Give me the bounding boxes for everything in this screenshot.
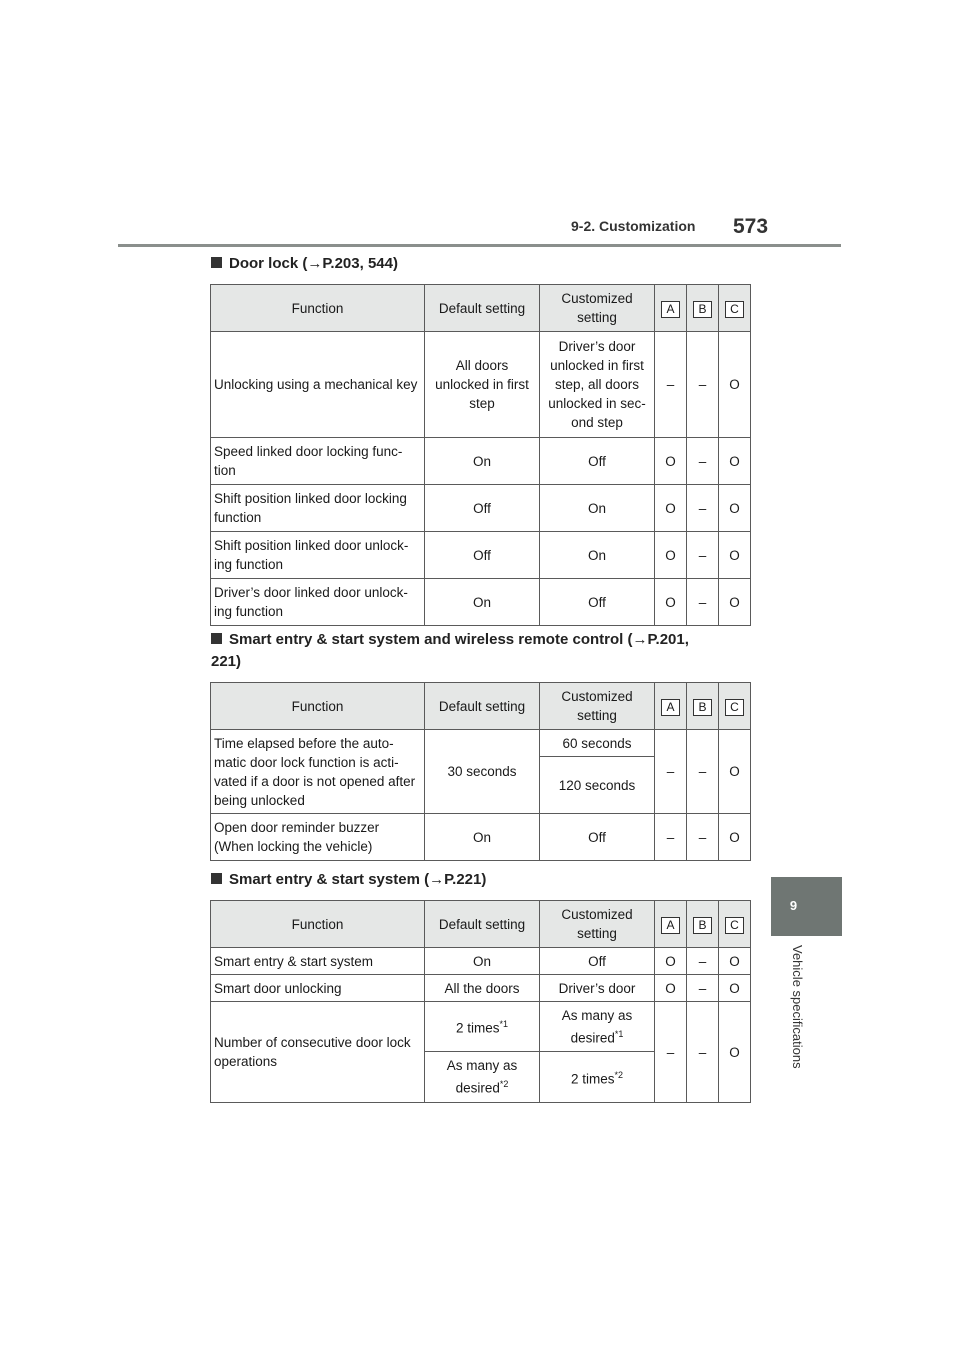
default-cell: 2 times$^{*1}$ [425, 1002, 540, 1052]
a-cell: O [655, 975, 687, 1002]
a-cell: O [655, 438, 687, 485]
c-cell: O [719, 332, 751, 438]
table-header-row [211, 901, 751, 948]
door-lock-table [210, 284, 751, 626]
smart-entry-table [210, 900, 751, 1103]
col-c-label: C [725, 699, 744, 716]
a-cell: – [655, 814, 687, 861]
function-cell: Number of consecutive door lock operations [211, 1002, 425, 1103]
default-cell: On [425, 814, 540, 861]
customized-cell: On [540, 485, 655, 532]
table-header-row [211, 683, 751, 730]
col-a-label: A [661, 917, 680, 934]
col-default: Default setting [425, 683, 540, 730]
customized-cell: Driver’s door unlocked in first step, all doors unlocked in sec- ond step [540, 332, 655, 438]
function-cell: Smart door unlocking [211, 975, 425, 1002]
customized-cell: On [540, 532, 655, 579]
b-cell: – [687, 485, 719, 532]
col-c-label: C [725, 917, 744, 934]
table-header-row [211, 285, 751, 332]
col-c-label: C [725, 301, 744, 318]
col-customized: Customized setting [540, 285, 655, 332]
footnote-marker: *2 [614, 1069, 624, 1080]
footnote-marker: *1 [499, 1019, 509, 1030]
section-title-smart-entry: Smart entry & start system (→P.221) [211, 869, 486, 891]
customized-cell: Off [540, 579, 655, 626]
customized-cell: 60 seconds [540, 730, 655, 757]
col-b-label: B [693, 301, 712, 318]
c-cell: O [719, 485, 751, 532]
function-cell: Open door reminder buzzer (When locking the vehicle) [211, 814, 425, 861]
section-title-smart-entry-remote: Smart entry & start system and wireless remote control (→P.201, 221) [211, 631, 689, 670]
table-row [211, 532, 751, 579]
chapter-tab-label: Vehicle specifications [790, 945, 805, 1069]
b-cell: – [687, 579, 719, 626]
bullet-square-icon [211, 257, 222, 268]
c-cell: O [719, 532, 751, 579]
footnote-marker: *2 [499, 1079, 509, 1090]
a-cell: – [655, 1002, 687, 1103]
table-row [211, 730, 751, 757]
b-cell: – [687, 532, 719, 579]
b-cell: – [687, 975, 719, 1002]
b-cell: – [687, 730, 719, 814]
a-cell: O [655, 532, 687, 579]
customized-cell: Off [540, 814, 655, 861]
b-cell: – [687, 948, 719, 975]
b-cell: – [687, 1002, 719, 1103]
table-row [211, 332, 751, 438]
b-cell: – [687, 438, 719, 485]
table-row [211, 975, 751, 1002]
bullet-square-icon [211, 633, 222, 644]
default-cell: On [425, 438, 540, 485]
col-a-label: A [661, 301, 680, 318]
default-cell: All the doors [425, 975, 540, 1002]
c-cell: O [719, 1002, 751, 1103]
section-title-door-lock: Door lock (→P.203, 544) [211, 253, 398, 275]
col-function: Function [211, 285, 425, 332]
function-cell: Shift position linked door unlock- ing function [211, 532, 425, 579]
customized-cell: Driver’s door [540, 975, 655, 1002]
function-cell: Driver’s door linked door unlock- ing function [211, 579, 425, 626]
function-cell: Shift position linked door locking function [211, 485, 425, 532]
default-cell: On [425, 948, 540, 975]
a-cell: O [655, 485, 687, 532]
function-cell: Time elapsed before the auto- matic door lock function is acti- vated if a door is not opened after being unlocked [211, 730, 425, 814]
header-rule [118, 244, 841, 247]
c-cell: O [719, 814, 751, 861]
col-function: Function [211, 683, 425, 730]
table-row [211, 485, 751, 532]
default-cell: Off [425, 532, 540, 579]
header-section-title: 9-2. Customization [571, 218, 696, 234]
col-function: Function [211, 901, 425, 948]
b-cell: – [687, 332, 719, 438]
customized-cell: Off [540, 438, 655, 485]
table-row [211, 1002, 751, 1052]
table-row [211, 948, 751, 975]
function-cell: Smart entry & start system [211, 948, 425, 975]
c-cell: O [719, 948, 751, 975]
default-cell: All doors unlocked in first step [425, 332, 540, 438]
a-cell: – [655, 332, 687, 438]
c-cell: O [719, 438, 751, 485]
a-cell: O [655, 579, 687, 626]
a-cell: O [655, 948, 687, 975]
default-cell: 30 seconds [425, 730, 540, 814]
col-customized: Customized setting [540, 683, 655, 730]
customized-cell: 120 seconds [540, 757, 655, 814]
footnote-marker: *1 [614, 1028, 624, 1039]
b-cell: – [687, 814, 719, 861]
table-row [211, 814, 751, 861]
function-cell: Speed linked door locking func- tion [211, 438, 425, 485]
col-a-label: A [661, 699, 680, 716]
customized-cell: 2 times$^{*2}$ [540, 1052, 655, 1103]
default-cell: As many as desired$^{*2}$ [425, 1052, 540, 1103]
col-customized: Customized setting [540, 901, 655, 948]
table-row [211, 579, 751, 626]
col-b-label: B [693, 917, 712, 934]
function-cell: Unlocking using a mechanical key [211, 332, 425, 438]
col-b-label: B [693, 699, 712, 716]
default-cell: Off [425, 485, 540, 532]
c-cell: O [719, 975, 751, 1002]
a-cell: – [655, 730, 687, 814]
customized-cell: As many as desired$^{*1}$ [540, 1002, 655, 1052]
page-number: 573 [733, 215, 769, 238]
table-row [211, 438, 751, 485]
default-cell: On [425, 579, 540, 626]
col-default: Default setting [425, 285, 540, 332]
smart-entry-remote-table [210, 682, 751, 861]
c-cell: O [719, 579, 751, 626]
c-cell: O [719, 730, 751, 814]
customized-cell: Off [540, 948, 655, 975]
bullet-square-icon [211, 873, 222, 884]
col-default: Default setting [425, 901, 540, 948]
section-title-continuation: 221) [211, 653, 242, 670]
chapter-tab-number: 9 [789, 898, 798, 913]
